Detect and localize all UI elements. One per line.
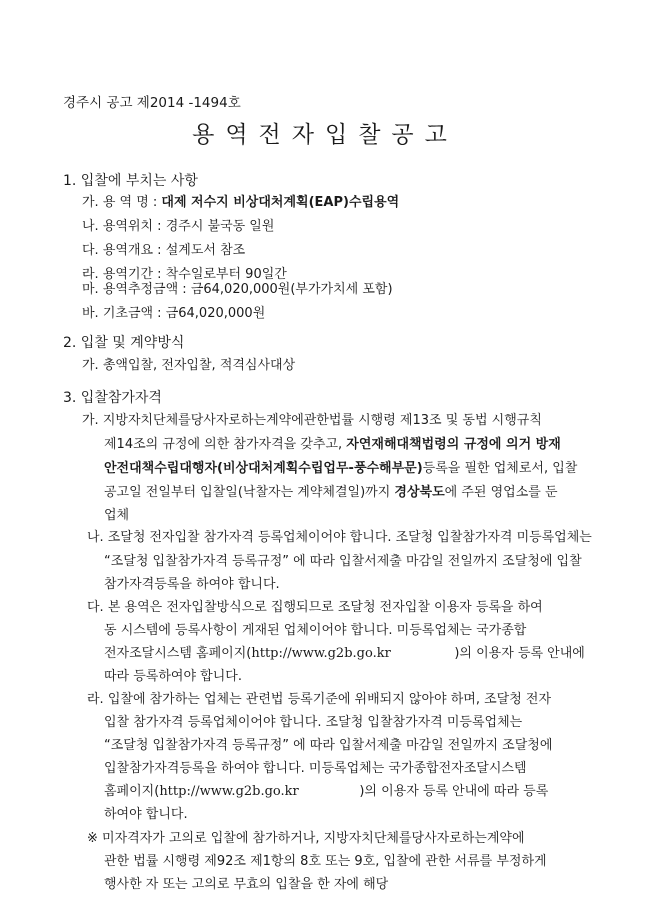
qual-da-line-1: 다. 본 용역은 전자입찰방식으로 집행되므로 조달청 전자입찰 이용자 등록을 하여 bbox=[87, 600, 543, 615]
qual-ga-line-4 bbox=[104, 486, 558, 499]
qual-ra-line-2: 입찰 참가자격 등록업체이어야 합니다. 조달청 입찰참가자격 미등록업체는 bbox=[104, 715, 523, 730]
qual-da-line-2: 동 시스템에 등록사항이 게재된 업체이어야 합니다. 미등록업체는 국가종합 bbox=[104, 623, 527, 638]
qual-na-line-3: 참가자격등록을 하여야 합니다. bbox=[104, 577, 280, 592]
qual-da-line-3-tail: )의 이용자 등록 안내에 bbox=[454, 646, 585, 661]
section-heading-3: 3. 입찰참가자격 bbox=[63, 390, 162, 406]
qual-na-line-1: 나. 조달청 전자입찰 참가자격 등록업체이어야 합니다. 조달청 입찰참가자격 미등록업체는 bbox=[87, 530, 592, 545]
qual-ga-region: 경상북도 bbox=[394, 485, 445, 500]
qual-ga-line-2-bold: 자연재해대책법령의 규정에 의거 방재 bbox=[346, 437, 561, 452]
section-heading-1: 1. 입찰에 부치는 사항 bbox=[63, 173, 198, 189]
qual-ga-line-3-text: 등록을 필한 업체로서, 입찰 bbox=[422, 461, 578, 476]
qual-ra-line-4: 입찰참가자격등록을 하여야 합니다. 미등록업체는 국가종합전자조달시스템 bbox=[104, 761, 527, 776]
section-heading-2: 2. 입찰 및 계약방식 bbox=[63, 335, 185, 351]
note-line-2: 관한 법률 시행령 제92조 제1항의 8호 또는 9호, 입찰에 관한 서류를 부정하게 bbox=[104, 854, 547, 869]
item-service-name bbox=[82, 196, 399, 209]
notice-number: 경주시 공고 제2014 -1494호 bbox=[63, 95, 241, 111]
item-service-name-label: 가. 용 역 명 : bbox=[82, 195, 162, 210]
qual-ga-line-3 bbox=[104, 462, 577, 475]
qual-ga-line-2-text: 제14조의 규정에 의한 참가자격을 갖추고, bbox=[104, 437, 347, 452]
item-estimated-amount: 마. 용역추정금액 : 금64,020,000원(부가가치세 포함) bbox=[82, 282, 393, 297]
qual-ra-line-3: “조달청 입찰참가자격 등록규정” 에 따라 입찰서제출 마감일 전일까지 조달청에 bbox=[104, 738, 553, 753]
item-service-overview: 다. 용역개요 : 설계도서 참조 bbox=[82, 243, 246, 258]
qual-na-line-2: “조달청 입찰참가자격 등록규정” 에 따라 입찰서제출 마감일 전일까지 조달청에 입찰 bbox=[104, 554, 582, 569]
qual-da-line-4: 따라 등록하여야 합니다. bbox=[104, 669, 242, 684]
document-title: 용역전자입찰공고 bbox=[192, 122, 458, 148]
qual-ra-line-5 bbox=[104, 785, 548, 798]
item-base-amount: 바. 기초금액 : 금64,020,000원 bbox=[82, 306, 266, 321]
qual-da-line-3-text: 전자조달시스템 홈페이지( bbox=[104, 646, 252, 661]
qual-ga-line-4-text: 공고일 전일부터 입찰일(낙찰자는 계약체결일)까지 bbox=[104, 485, 395, 500]
qual-ra-line-5-tail: )의 이용자 등록 안내에 따라 등록 bbox=[359, 784, 549, 799]
qual-ra-line-6: 하여야 합니다. bbox=[104, 807, 188, 822]
item-service-location: 나. 용역위치 : 경주시 불국동 일원 bbox=[82, 219, 275, 234]
qual-da-line-3 bbox=[104, 647, 585, 660]
qual-ga-line-2 bbox=[104, 438, 561, 451]
note-line-1: ※ 미자격자가 고의로 입찰에 참가하거나, 지방자치단체를당사자로하는계약에 bbox=[87, 831, 525, 846]
qual-ga-line-3-bold: 안전대책수립대행자(비상대처계획수립업무-풍수해부문) bbox=[104, 461, 423, 476]
qual-ga-line-5: 업체 bbox=[104, 508, 130, 523]
g2b-link-2[interactable]: http://www.g2b.go.kr bbox=[159, 784, 299, 799]
service-name-value: 대제 저수지 비상대처계획(EAP)수립용역 bbox=[161, 195, 400, 210]
note-line-3: 행사한 자 또는 고의로 무효의 입찰을 한 자에 해당 bbox=[104, 877, 389, 892]
qual-ra-line-1: 라. 입찰에 참가하는 업체는 관련법 등록기준에 위배되지 않아야 하며, 조달청 전자 bbox=[87, 692, 552, 707]
g2b-link[interactable]: http://www.g2b.go.kr bbox=[251, 646, 391, 661]
qual-ra-line-5-text: 홈페이지( bbox=[104, 784, 160, 799]
qual-ga-line-1: 가. 지방자치단체를당사자로하는계약에관한법률 시행령 제13조 및 동법 시행규칙 bbox=[82, 413, 542, 428]
item-contract-method: 가. 총액입찰, 전자입찰, 적격심사대상 bbox=[82, 358, 296, 373]
qual-ga-line-4-tail: 에 주된 영업소를 둔 bbox=[444, 485, 558, 500]
item-service-period: 라. 용역기간 : 착수일로부터 90일간 bbox=[82, 267, 287, 282]
